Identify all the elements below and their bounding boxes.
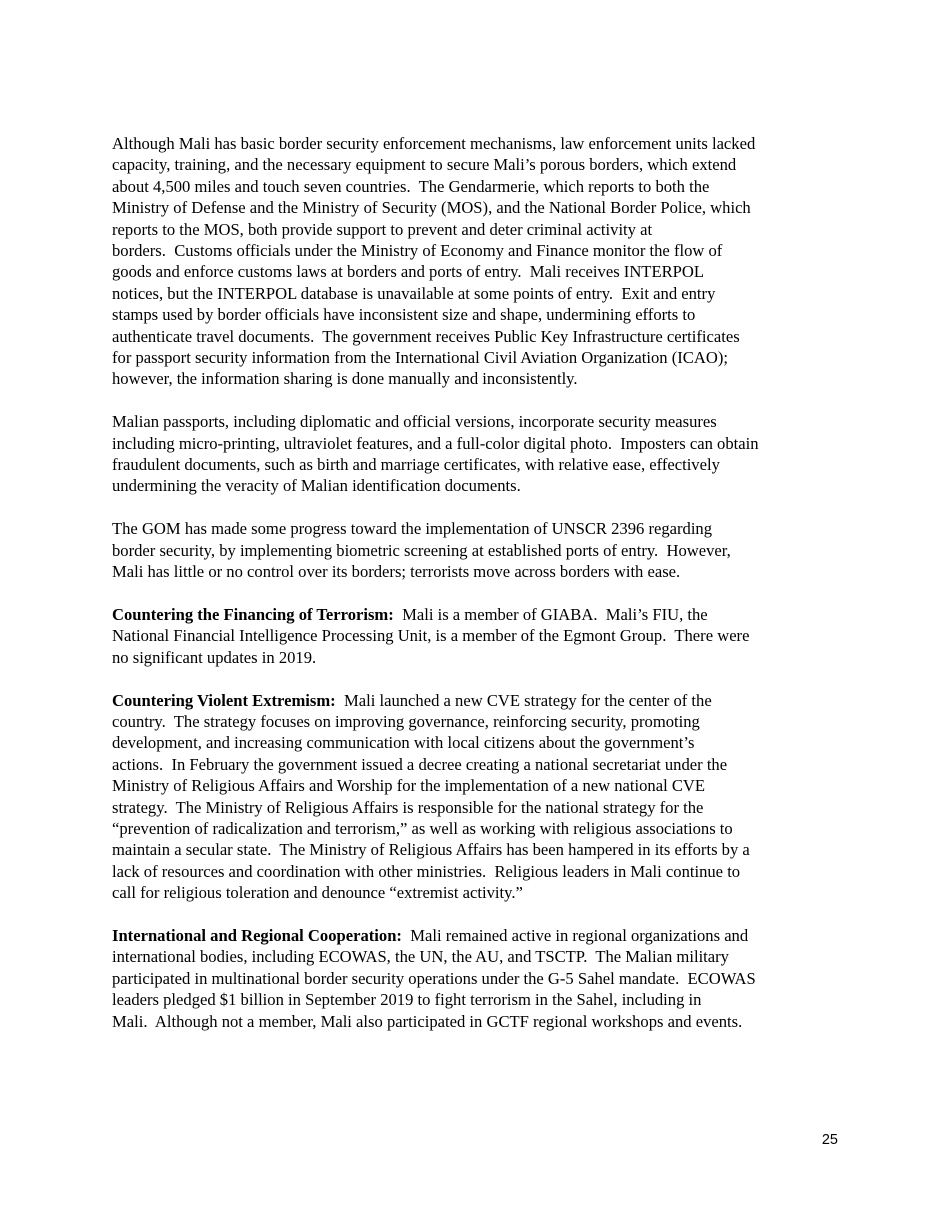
paragraph-line	[112, 690, 842, 711]
line-text: international bodies, including ECOWAS, the UN, the AU, and TSCTP. The Malian military	[112, 947, 729, 967]
line-text: for passport security information from the International Civil Aviation Organization (ICAO);	[112, 348, 728, 368]
paragraph	[112, 925, 842, 1032]
paragraph-line	[112, 154, 842, 175]
paragraph	[112, 133, 842, 390]
line-text: The GOM has made some progress toward the implementation of UNSCR 2396 regarding	[112, 519, 713, 539]
paragraph	[112, 690, 842, 904]
line-text: Mali launched a new CVE strategy for the center of the	[335, 690, 712, 710]
paragraph-line	[112, 433, 842, 454]
paragraph-line	[112, 861, 842, 882]
line-text: including micro-printing, ultraviolet features, and a full-color digital photo. Imposters can obtain	[112, 433, 759, 453]
line-text: stamps used by border officials have inconsistent size and shape, undermining efforts to	[112, 305, 696, 325]
line-text: borders. Customs officials under the Ministry of Economy and Finance monitor the flow of	[112, 241, 723, 261]
paragraph-line	[112, 197, 842, 218]
paragraph-line	[112, 454, 842, 475]
line-text: Ministry of Defense and the Ministry of Security (MOS), and the National Border Police, which	[112, 198, 751, 218]
paragraph-line	[112, 839, 842, 860]
paragraph-line	[112, 540, 842, 561]
paragraph-line	[112, 304, 842, 325]
paragraph-line	[112, 647, 842, 668]
paragraph-line	[112, 968, 842, 989]
line-text: Mali. Although not a member, Mali also participated in GCTF regional workshops and events.	[112, 1011, 743, 1031]
line-text: authenticate travel documents. The government receives Public Key Infrastructure certificates	[112, 326, 740, 346]
paragraph-line	[112, 133, 842, 154]
paragraph-line	[112, 711, 842, 732]
section-heading: Countering Violent Extremism:	[112, 690, 336, 710]
paragraph	[112, 411, 842, 497]
line-text: Malian passports, including diplomatic and official versions, incorporate security measures	[112, 412, 717, 432]
line-text: Mali remained active in regional organizations and	[401, 925, 749, 945]
paragraph-line	[112, 518, 842, 539]
line-text: no significant updates in 2019.	[112, 647, 317, 667]
section-heading: International and Regional Cooperation:	[112, 925, 402, 945]
line-text: fraudulent documents, such as birth and marriage certificates, with relative ease, effectively	[112, 455, 720, 475]
line-text: goods and enforce customs laws at borders and ports of entry. Mali receives INTERPOL	[112, 262, 704, 282]
line-text: leaders pledged $1 billion in September 2019 to fight terrorism in the Sahel, including in	[112, 990, 702, 1010]
paragraph-line	[112, 411, 842, 432]
line-text: notices, but the INTERPOL database is unavailable at some points of entry. Exit and entry	[112, 283, 716, 303]
line-text: call for religious toleration and denounce “extremist activity.”	[112, 883, 523, 903]
paragraph-line	[112, 261, 842, 282]
page-number: 25	[821, 1132, 838, 1148]
line-text: however, the information sharing is done manually and inconsistently.	[112, 369, 578, 389]
paragraph-line	[112, 754, 842, 775]
paragraph-line	[112, 946, 842, 967]
paragraph-line	[112, 561, 842, 582]
paragraph-line	[112, 625, 842, 646]
line-text: National Financial Intelligence Processing Unit, is a member of the Egmont Group. There were	[112, 626, 750, 646]
line-text: maintain a secular state. The Ministry of Religious Affairs has been hampered in its efforts by a	[112, 840, 750, 860]
line-text: reports to the MOS, both provide support to prevent and deter criminal activity at	[112, 219, 653, 239]
document-body	[112, 133, 842, 1053]
paragraph-line	[112, 176, 842, 197]
line-text: lack of resources and coordination with other ministries. Religious leaders in Mali continue to	[112, 861, 741, 881]
paragraph-line	[112, 475, 842, 496]
paragraph-line	[112, 347, 842, 368]
paragraph-line	[112, 732, 842, 753]
line-text: development, and increasing communication with local citizens about the government’s	[112, 733, 695, 753]
paragraph-line	[112, 818, 842, 839]
line-text: Mali is a member of GIABA. Mali’s FIU, the	[393, 604, 708, 624]
line-text: “prevention of radicalization and terrorism,” as well as working with religious associations to	[112, 818, 733, 838]
line-text: undermining the veracity of Malian identification documents.	[112, 476, 521, 496]
line-text: Mali has little or no control over its borders; terrorists move across borders with ease.	[112, 562, 681, 582]
line-text: about 4,500 miles and touch seven countries. The Gendarmerie, which reports to both the	[112, 176, 710, 196]
paragraph-line	[112, 326, 842, 347]
paragraph-line	[112, 283, 842, 304]
paragraph-line	[112, 882, 842, 903]
line-text: border security, by implementing biometric screening at established ports of entry. However,	[112, 540, 731, 560]
paragraph-line	[112, 989, 842, 1010]
paragraph-line	[112, 775, 842, 796]
paragraph	[112, 604, 842, 668]
paragraph-line	[112, 240, 842, 261]
paragraph-line	[112, 1011, 842, 1032]
paragraph	[112, 518, 842, 582]
paragraph-line	[112, 368, 842, 389]
paragraph-line	[112, 604, 842, 625]
paragraph-line	[112, 925, 842, 946]
line-text: capacity, training, and the necessary equipment to secure Mali’s porous borders, which extend	[112, 155, 737, 175]
line-text: actions. In February the government issued a decree creating a national secretariat under the	[112, 754, 728, 774]
paragraph-line	[112, 797, 842, 818]
line-text: country. The strategy focuses on improving governance, reinforcing security, promoting	[112, 711, 700, 731]
paragraph-line	[112, 219, 842, 240]
line-text: Ministry of Religious Affairs and Worship for the implementation of a new national CVE	[112, 776, 706, 796]
line-text: strategy. The Ministry of Religious Affairs is responsible for the national strategy for the	[112, 797, 704, 817]
section-heading: Countering the Financing of Terrorism:	[112, 604, 394, 624]
line-text: Although Mali has basic border security enforcement mechanisms, law enforcement units lacked	[112, 134, 756, 153]
line-text: participated in multinational border security operations under the G-5 Sahel mandate. ECOWAS	[112, 968, 756, 988]
